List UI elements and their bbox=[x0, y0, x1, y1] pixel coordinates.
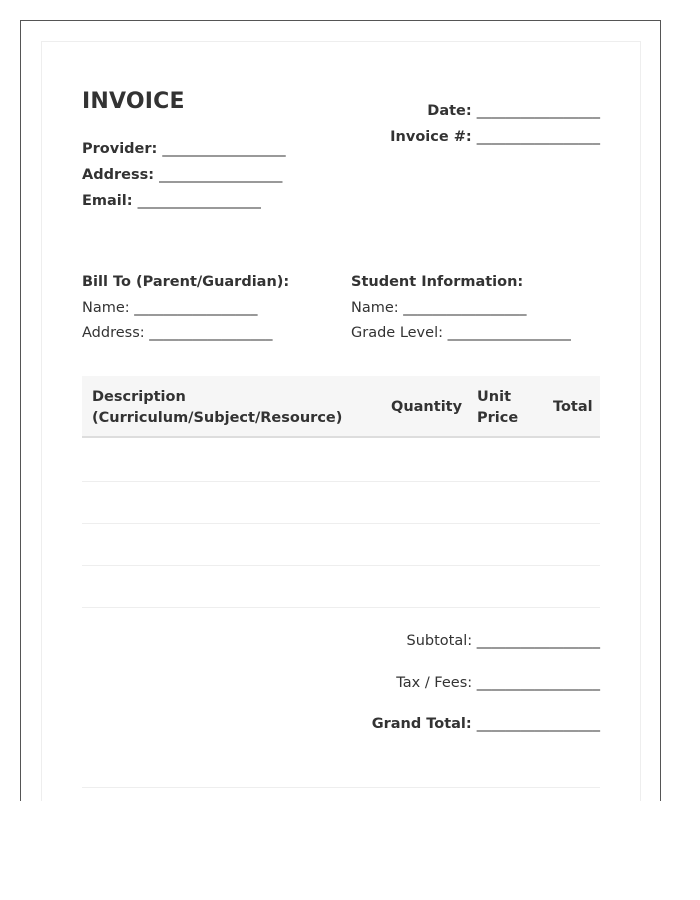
date-label: Date: bbox=[427, 103, 472, 119]
grand-total-blank: _________________ bbox=[476, 716, 600, 732]
unit-price-header-line1: Unit bbox=[477, 389, 511, 405]
email-blank: _________________ bbox=[137, 193, 261, 209]
invoice-number-label: Invoice #: bbox=[390, 129, 472, 145]
date-field bbox=[427, 103, 600, 119]
date-blank: _________________ bbox=[476, 103, 600, 119]
table-row bbox=[82, 481, 600, 482]
description-header-line2: (Curriculum/Subject/Resource) bbox=[92, 410, 343, 426]
student-name-field bbox=[351, 300, 527, 316]
table-row bbox=[82, 523, 600, 524]
bill-to-heading: Bill To (Parent/Guardian): bbox=[82, 274, 290, 290]
grade-level-blank: _________________ bbox=[447, 325, 571, 341]
subtotal-field bbox=[407, 633, 601, 649]
subtotal-blank: _________________ bbox=[476, 633, 600, 649]
subtotal-label: Subtotal: bbox=[406, 633, 473, 649]
provider-blank: _________________ bbox=[162, 141, 286, 157]
address-blank: _________________ bbox=[159, 167, 283, 183]
description-header-line1: Description bbox=[92, 389, 186, 405]
tax-fees-blank: _________________ bbox=[476, 675, 600, 691]
bill-to-name-blank: _________________ bbox=[134, 300, 258, 316]
provider-field bbox=[82, 141, 286, 157]
invoice-title: INVOICE bbox=[82, 89, 185, 114]
grand-total-label: Grand Total: bbox=[371, 716, 472, 732]
student-info-heading: Student Information: bbox=[351, 274, 524, 290]
student-name-blank: _________________ bbox=[403, 300, 527, 316]
address-field bbox=[82, 167, 282, 183]
tax-fees-field bbox=[396, 675, 600, 691]
tax-fees-label: Tax / Fees: bbox=[396, 675, 473, 691]
invoice-number-blank: _________________ bbox=[476, 129, 600, 145]
bill-to-name-label: Name: bbox=[82, 300, 130, 316]
footer-divider bbox=[82, 787, 600, 788]
table-row bbox=[82, 565, 600, 566]
grade-level-label: Grade Level: bbox=[351, 325, 443, 341]
total-header: Total bbox=[553, 399, 593, 415]
grade-level-field bbox=[351, 325, 571, 341]
provider-label: Provider: bbox=[82, 141, 158, 157]
bill-to-address-label: Address: bbox=[82, 325, 145, 341]
description-header bbox=[92, 387, 342, 429]
address-label: Address: bbox=[82, 167, 155, 183]
unit-price-header-line2: Price bbox=[477, 410, 519, 426]
bill-to-name-field bbox=[82, 300, 258, 316]
quantity-header: Quantity bbox=[391, 399, 463, 415]
bill-to-address-blank: _________________ bbox=[149, 325, 273, 341]
items-table-header bbox=[82, 376, 600, 438]
unit-price-header bbox=[477, 387, 518, 429]
email-label: Email: bbox=[82, 193, 133, 209]
bill-to-address-field bbox=[82, 325, 273, 341]
student-name-label: Name: bbox=[351, 300, 399, 316]
invoice-number-field bbox=[390, 129, 600, 145]
grand-total-field bbox=[372, 716, 600, 732]
table-row bbox=[82, 607, 600, 608]
email-field bbox=[82, 193, 261, 209]
